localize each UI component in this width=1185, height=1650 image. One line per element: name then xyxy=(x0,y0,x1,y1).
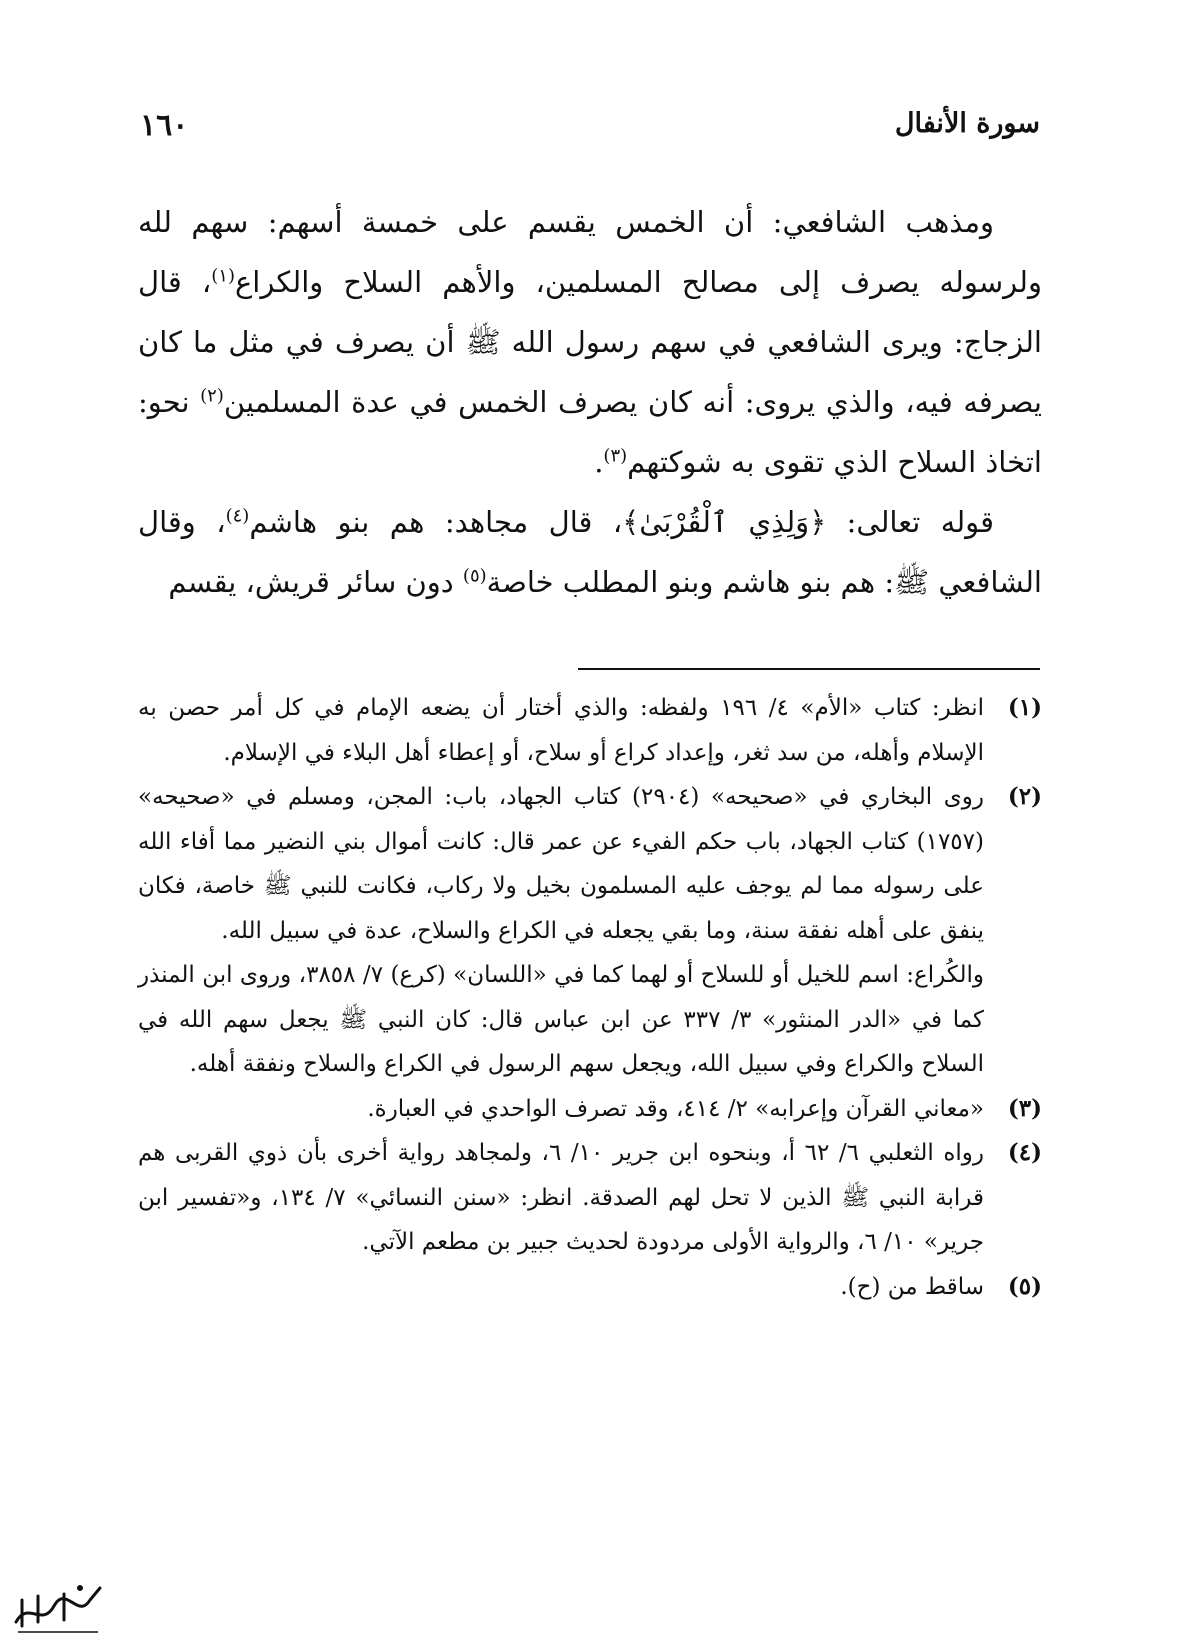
footnote-ref-2[interactable]: (٢) xyxy=(200,385,224,407)
paragraph-1-text-c: نحو: اتخاذ السلاح الذي تقوى به شوكتهم xyxy=(138,385,1042,479)
footnote-number: (١) xyxy=(1007,694,1042,721)
paragraph-2 xyxy=(138,492,1042,612)
paragraph-2-text-c: دون سائر قريش، يقسم xyxy=(168,565,463,599)
footnote-text: انظر: كتاب «الأم» ٤/ ١٩٦ ولفظه: والذي أختار أن يضعه الإمام في كل أمر حصن به الإسلام وأهله، من سد ثغر، وإعداد كراع أو سلاح، أو إعطاء أهل البلاء في الإسلام. xyxy=(138,695,985,766)
page-number: ١٦٠ xyxy=(140,108,189,143)
footnote-text-continued: والكُراع: اسم للخيل أو للسلاح أو لهما كما في «اللسان» (كرع) ٧/ ٣٨٥٨، وروى ابن المنذر كما في «الدر المنثور» ٣/ ٣٣٧ عن ابن عباس قال: كان النبي ﷺ يجعل سهم الله في السلاح والكراع وفي سبيل الله، ويجعل سهم الرسول في الكراع والسلاح ونفقة أهله. xyxy=(138,962,985,1077)
footnote-3 xyxy=(138,1087,1042,1132)
paragraph-1-text-d: . xyxy=(594,445,604,479)
footnote-text: روى البخاري في «صحيحه» (٢٩٠٤) كتاب الجهاد، باب: المجن، ومسلم في «صحيحه» (١٧٥٧) كتاب الجهاد، باب حكم الفيء عن عمر قال: كانت أموال بني النضير مما أفاء الله على رسوله مما لم يوجف عليه المسلمون بخيل ولا ركاب، فكانت للنبي ﷺ خاصة، فكان ينفق على أهله نفقة سنة، وما بقي يجعله في الكراع والسلاح، عدة في سبيل الله. xyxy=(138,784,984,944)
footnote-ref-1[interactable]: (١) xyxy=(211,265,235,287)
paragraph-2-text: قوله تعالى: ﴿وَلِذِي ٱلْقُرْبَىٰ﴾، قال مجاهد: هم بنو هاشم xyxy=(249,505,994,539)
page-header xyxy=(140,108,1040,158)
paragraph-1 xyxy=(138,192,1042,492)
footnote-ref-5[interactable]: (٥) xyxy=(462,565,487,587)
paragraph-2-text-b: ، وقال الشافعي ﷺ: هم بنو هاشم وبنو المطلب خاصة xyxy=(138,505,1042,599)
footnote-4 xyxy=(138,1131,1042,1265)
paragraph-1-text: ومذهب الشافعي: أن الخمس يقسم على خمسة أسهم: سهم لله ولرسوله يصرف إلى مصالح المسلمين، والأهم السلاح والكراع xyxy=(138,205,1042,299)
footnote-1 xyxy=(138,686,1042,775)
main-text xyxy=(138,192,1042,612)
footnote-number: (٥) xyxy=(1007,1272,1042,1300)
footnote-ref-4[interactable]: (٤) xyxy=(225,505,250,527)
footnote-text-block xyxy=(138,775,984,1087)
footnote-number: (٣) xyxy=(1007,1094,1042,1122)
footnote-divider xyxy=(578,668,1040,670)
surah-title: سورة الأنفال xyxy=(894,108,1040,139)
paragraph-1-text-b: ، قال الزجاج: ويرى الشافعي في سهم رسول الله ﷺ أن يصرف في مثل ما كان يصرفه فيه، والذي يروى: أنه كان يصرف الخمس في عدة المسلمين xyxy=(138,265,1042,419)
footnote-text: ساقط من (ح). xyxy=(840,1273,984,1300)
footnotes xyxy=(138,686,1042,1309)
footnote-number: (٢) xyxy=(1007,783,1042,810)
footnote-text: رواه الثعلبي ٦/ ٦٢ أ، وبنحوه ابن جرير ١٠/ ٦، ولمجاهد رواية أخرى بأن ذوي القربى هم قرابة النبي ﷺ الذين لا تحل لهم الصدقة. انظر: «سنن النسائي» ٧/ ١٣٤، و«تفسير ابن جرير» ١٠/ ٦، والرواية الأولى مردودة لحديث جبير بن مطعم الآتي. xyxy=(138,1140,984,1255)
footnote-2 xyxy=(138,775,1042,1087)
footnote-number: (٤) xyxy=(1007,1139,1042,1166)
footnote-5 xyxy=(138,1265,1042,1310)
footnote-ref-3[interactable]: (٣) xyxy=(603,445,628,467)
publisher-logo xyxy=(8,1570,108,1640)
footnote-text: «معاني القرآن وإعرابه» ٢/ ٤١٤، وقد تصرف الواحدي في العبارة. xyxy=(367,1095,984,1122)
